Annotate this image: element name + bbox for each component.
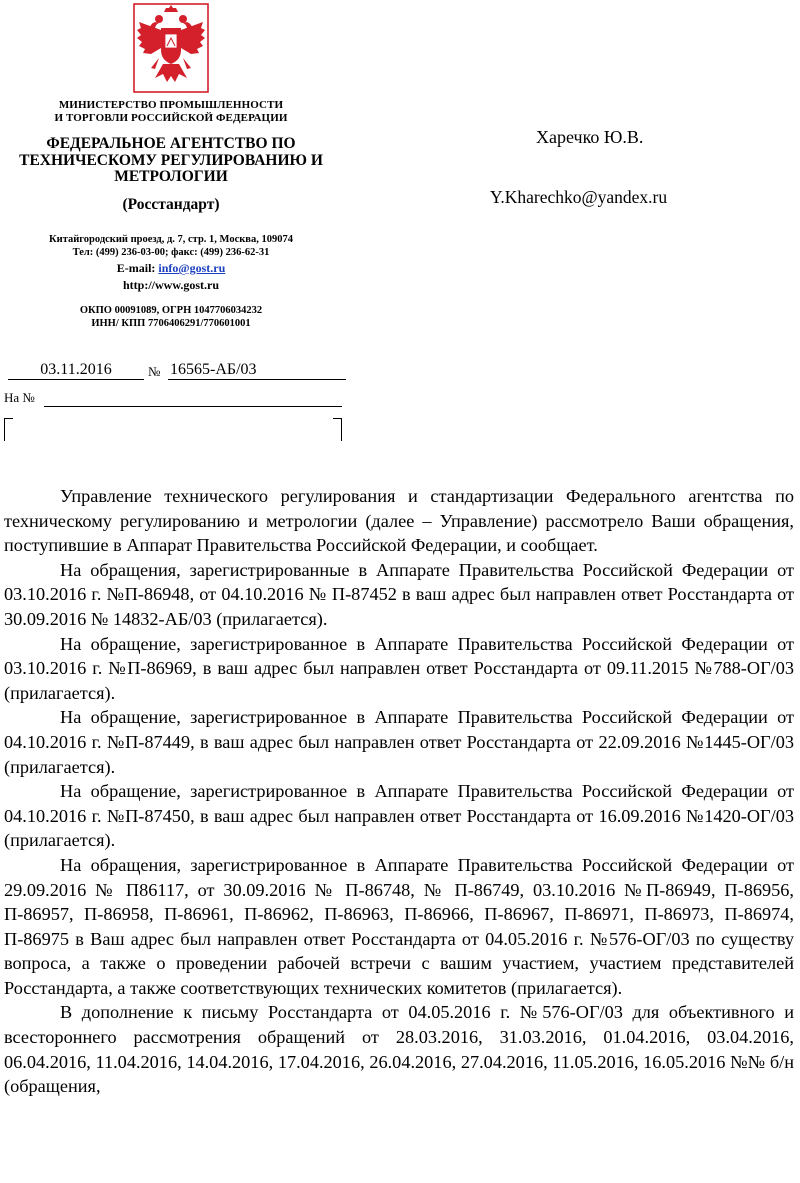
website-link: http://www.gost.ru (122, 278, 219, 292)
in-reply-line (4, 390, 342, 408)
address-line: Китайгородский проезд, д. 7, стр. 1, Москва, 109074 (49, 234, 293, 245)
body-paragraph: На обращения, зарегистрированные в Аппарате Правительства Российской Федерации от 03.10.2016 г. №П-86948, от 04.10.2016 № П-87452 в ваш адрес был направлен ответ Росстандарта от 30.09.2016 № 14832-АБ/03 (прилагается). (4, 559, 794, 629)
ministry-line-2: И ТОРГОВЛИ РОССИЙСКОЙ ФЕДЕРАЦИИ (54, 112, 288, 124)
email-label: E-mail: (116, 261, 156, 275)
recipient-name: Харечко Ю.В. (536, 127, 644, 147)
body-paragraph: В дополнение к письму Росстандарта от 04.05.2016 г. №576-ОГ/03 для объективного и всестороннего рассмотрения обращений от 28.03.2016, 31.03.2016, 01.04.2016, 03.04.2016, 06.04.2016, 11.04.2016, 14.04.2016, 17.04.2016, 26.04.2016, 27.04.2016, 11.05.2016, 16.05.2016 №№ б/н (обращения, (4, 1002, 794, 1097)
registration-codes (0, 304, 342, 330)
phone-line: Тел: (499) 236-03-00; факс: (499) 236-62-31 (72, 246, 270, 258)
body-paragraph: На обращения, зарегистрированное в Аппарате Правительства Российской Федерации от 29.09.2016 № П86117, от 30.09.2016 № П-86748, № П-86749, 03.10.2016 №П-86949, П-86956, П-86957, П-86958, П-86961, П-86962, П-86963, П-86966, П-86967, П-86971, П-86973, П-86974, П-86975 в Ваш адрес был направлен ответ Росстандарта от 04.05.2016 г. №576-ОГ/03 по существу вопроса, а также о проведении рабочей встречи с вашим участием, участием представителей Росстандарта, а также соответствующих технических комитетов (прилагается). (4, 854, 794, 998)
body-paragraph: На обращение, зарегистрированное в Аппарате Правительства Российской Федерации от 04.10.2016 г. №П-87450, в ваш адрес был направлен ответ Росстандарта от 16.09.2016 №1420-ОГ/03 (прилагается). (4, 781, 794, 851)
agency-line-2: ТЕХНИЧЕСКОМУ РЕГУЛИРОВАНИЮ И (19, 151, 323, 169)
number-label: № (148, 364, 161, 379)
letter-number: 16565-АБ/03 (168, 360, 346, 380)
ministry-line-1: МИНИСТЕРСТВО ПРОМЫШЛЕННОСТИ (58, 99, 284, 111)
agency-short-name: (Росстандарт) (122, 196, 220, 213)
russian-coat-of-arms-icon (131, 2, 211, 94)
body-paragraph: На обращение, зарегистрированное в Аппарате Правительства Российской Федерации от 03.10.2016 г. №П-86969, в ваш адрес был направлен ответ Росстандарта от 09.11.2015 №788-ОГ/03 (прилагается). (4, 633, 794, 703)
agency-address (0, 234, 342, 259)
letter-body (4, 484, 794, 1099)
body-paragraph: Управление технического регулирования и стандартизации Федерального агентства по техническому регулированию и метрологии (далее – Управление) рассмотрело Ваши обращения, поступившие в Аппарат Правительства Российской Федерации, и сообщает. (4, 486, 794, 556)
email-line (0, 261, 342, 276)
agency-name (0, 136, 342, 186)
ministry-name (0, 99, 342, 125)
in-reply-rule (44, 406, 342, 407)
address-corner-left (4, 418, 13, 441)
body-paragraph: На обращение, зарегистрированное в Аппарате Правительства Российской Федерации от 04.10.2016 г. №П-87449, в ваш адрес был направлен ответ Росстандарта от 22.09.2016 №1445-ОГ/03 (прилагается). (4, 707, 794, 777)
letter-date: 03.11.2016 (8, 360, 144, 380)
agency-line-3: МЕТРОЛОГИИ (114, 168, 228, 185)
okpo-ogrn-line: ОКПО 00091089, ОГРН 1047706034232 (79, 305, 263, 316)
outgoing-registration (4, 360, 342, 380)
in-reply-label: На № (4, 390, 35, 405)
agency-line-1: ФЕДЕРАЛЬНОЕ АГЕНТСТВО ПО (46, 135, 296, 152)
inn-kpp-line: ИНН/ КПП 7706406291/770601001 (91, 318, 251, 329)
recipient-email: Y.Kharechko@yandex.ru (490, 187, 668, 207)
address-corner-right (333, 418, 342, 441)
email-link[interactable]: info@gost.ru (158, 261, 226, 275)
